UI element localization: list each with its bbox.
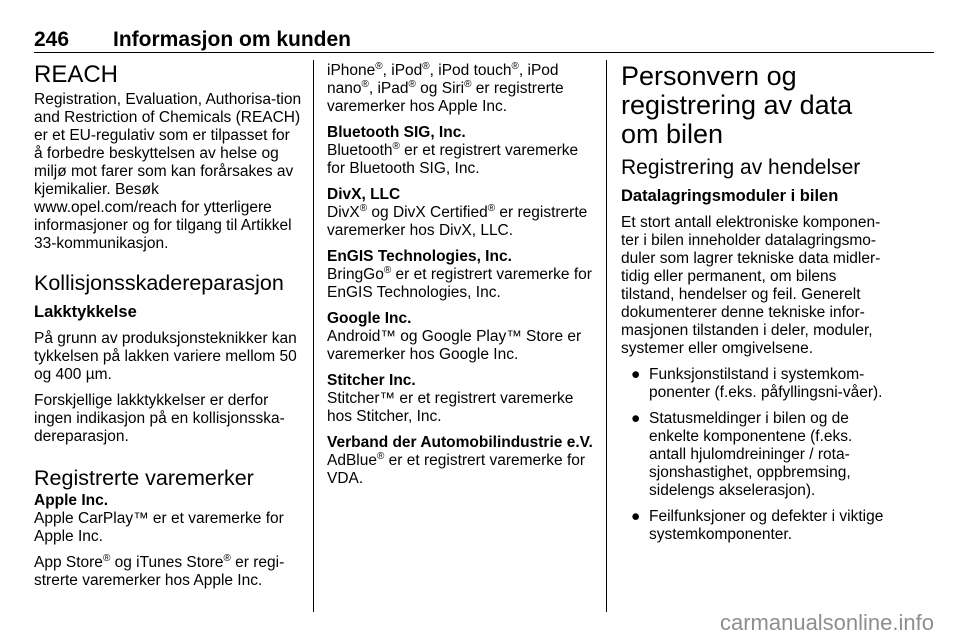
modules-heading: Datalagringsmoduler i bilen — [621, 187, 839, 205]
column-left — [34, 62, 302, 598]
watermark: carmanualsonline.info — [719, 610, 934, 635]
reach-paragraph: Registration, Evaluation, Authorisa-tion and Restriction of Chemicals (REACH) er et EU-regulativ som er tilpasset for å forbedre beskyttelsen av helse og miljø mot farer som kan forårsakes av kjemikalier. Besøk www.opel.com/reach for ytterligere informasjoner og for tilgang til Artikkel 33-kommunikasjon. — [34, 91, 302, 252]
column-divider — [313, 60, 314, 612]
modules-paragraph: Et stort antall elektroniske komponen-ter i bilen inneholder datalagringsmo-duler som lagrer tekniske data midler-tidig eller permanent, om bilens tilstand, hendelser og feil. Generelt dokumenterer denne tekniske infor-masjonen tilstanden i deler, moduler, systemer eller omgivelsene. — [621, 214, 881, 357]
column-middle — [327, 62, 597, 496]
vda-heading: Verband der Automobilindustrie e.V. — [327, 434, 593, 451]
list-item: ● Funksjonstilstand i systemkom-ponenter (f.eks. påfyllingsni-våer). — [631, 366, 883, 401]
bullet-icon: ● — [631, 410, 641, 427]
list-item: ● Statusmeldinger i bilen og de enkelte komponentene (f.eks. antall hjulomdreininger / rota-sjonshastighet, oppbremsing, sidelengs akselerasjon). — [631, 410, 853, 499]
collision-heading: Kollisjonsskadereparasjon — [34, 271, 284, 295]
vda-paragraph: AdBlue® er et registrert varemerke for VDA. — [327, 451, 586, 487]
header-divider — [34, 52, 934, 53]
paint-paragraph-2: Forskjellige lakktykkelser er derfor ingen indikasjon på en kollisjonsska-dereparasjon. — [34, 392, 285, 445]
column-right — [621, 62, 889, 552]
paint-paragraph-1: På grunn av produksjonsteknikker kan tykkelsen på lakken variere mellom 50 og 400 µm. — [34, 330, 297, 383]
privacy-heading: Personvern og registrering av data om bilen — [621, 61, 853, 149]
iphone-paragraph: iPhone®, iPod®, iPod touch®, iPod nano®, iPad® og Siri® er registrerte varemerker hos Apple Inc. — [327, 61, 564, 115]
bluetooth-heading: Bluetooth SIG, Inc. — [327, 124, 466, 141]
engis-paragraph: BringGo® er et registrert varemerke for EnGIS Technologies, Inc. — [327, 265, 592, 301]
events-heading: Registrering av hendelser — [621, 156, 861, 179]
apple-heading: Apple Inc. — [34, 492, 109, 509]
google-paragraph: Android™ og Google Play™ Store er varemerker hos Google Inc. — [327, 328, 582, 363]
page-number: 246 — [34, 28, 70, 51]
stitcher-paragraph: Stitcher™ er et registrert varemerke hos Stitcher, Inc. — [327, 390, 574, 425]
reach-heading: REACH — [34, 61, 119, 88]
bluetooth-paragraph: Bluetooth® er et registrert varemerke for Bluetooth SIG, Inc. — [327, 141, 579, 177]
apple-paragraph-2: App Store® og iTunes Store® er regi-strerte varemerker hos Apple Inc. — [34, 553, 285, 589]
engis-heading: EnGIS Technologies, Inc. — [327, 248, 512, 265]
list-item: ● Feilfunksjoner og defekter i viktige systemkomponenter. — [631, 508, 884, 543]
google-heading: Google Inc. — [327, 310, 412, 327]
bullet-icon: ● — [631, 508, 641, 525]
divx-heading: DivX, LLC — [327, 186, 401, 203]
apple-paragraph-1: Apple CarPlay™ er et varemerke for Apple Inc. — [34, 510, 284, 545]
bullet-icon: ● — [631, 366, 641, 383]
page-title: Informasjon om kunden — [113, 28, 352, 51]
stitcher-heading: Stitcher Inc. — [327, 372, 416, 389]
column-divider — [606, 60, 607, 612]
divx-paragraph: DivX® og DivX Certified® er registrerte varemerker hos DivX, LLC. — [327, 203, 588, 239]
trademarks-heading: Registrerte varemerker — [34, 466, 254, 490]
paint-thickness-heading: Lakktykkelse — [34, 303, 137, 321]
